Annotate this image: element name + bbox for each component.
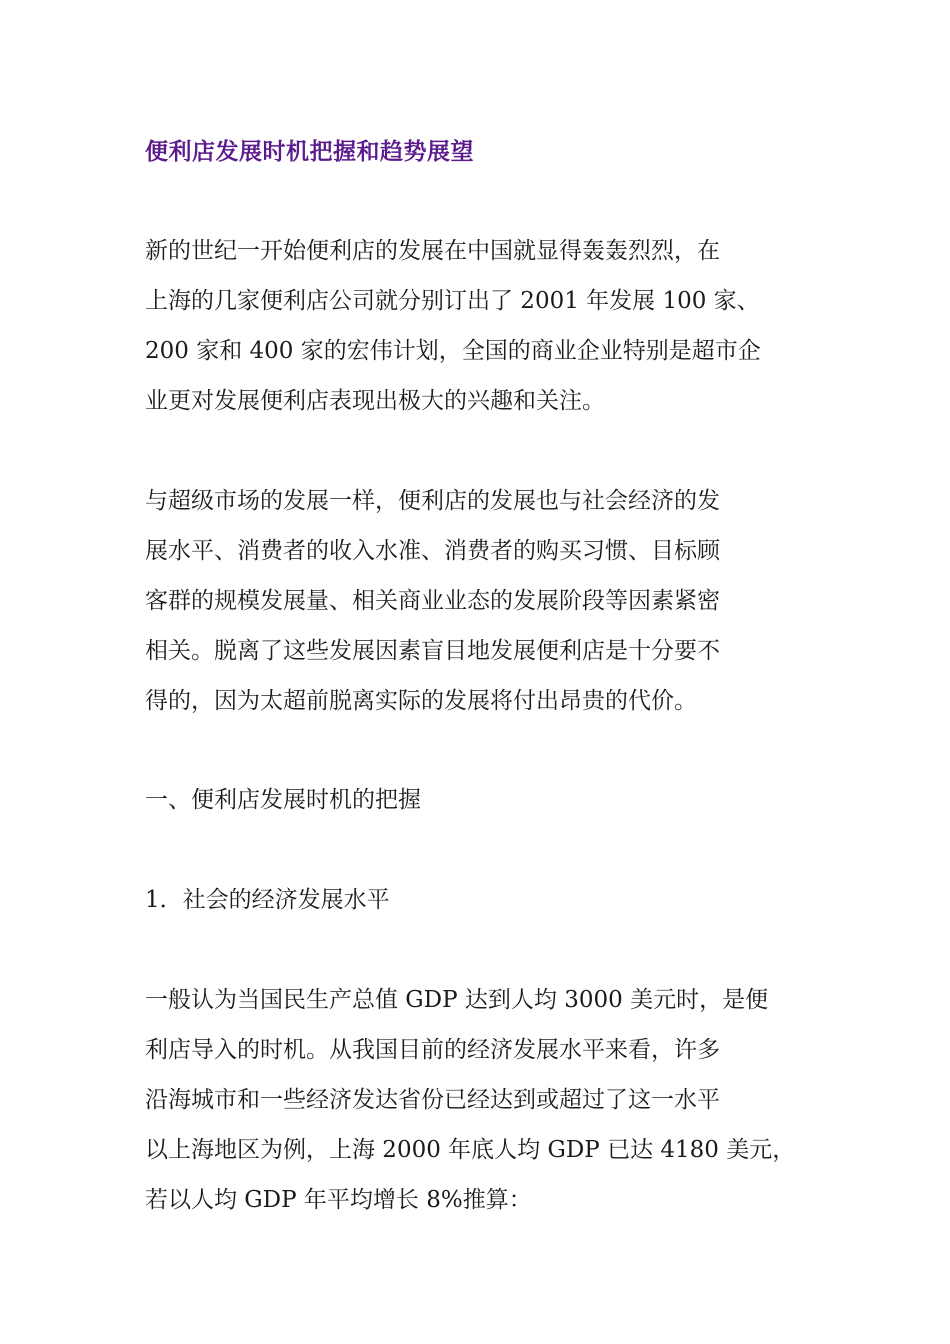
subsection-heading-text: 1．社会的经济发展水平 bbox=[145, 887, 390, 913]
paragraph-3 bbox=[145, 975, 795, 1225]
paragraph-line: 得的，因为太超前脱离实际的发展将付出昂贵的代价。 bbox=[145, 688, 697, 714]
subsection-heading bbox=[145, 875, 390, 925]
paragraph-line: 业更对发展便利店表现出极大的兴趣和关注。 bbox=[145, 388, 605, 414]
paragraph-line: 相关。脱离了这些发展因素盲目地发展便利店是十分要不 bbox=[145, 638, 720, 664]
paragraph-line: 沿海城市和一些经济发达省份已经达到或超过了这一水平 bbox=[145, 1087, 720, 1113]
paragraph-line: 展水平、消费者的收入水准、消费者的购买习惯、目标顾 bbox=[145, 538, 720, 564]
paragraph-line: 若以人均 GDP 年平均增长 8%推算： bbox=[145, 1187, 532, 1213]
paragraph-line: 新的世纪一开始便利店的发展在中国就显得轰轰烈烈，在 bbox=[145, 238, 720, 264]
paragraph-line: 与超级市场的发展一样，便利店的发展也与社会经济的发 bbox=[145, 488, 720, 514]
paragraph-line: 利店导入的时机。从我国目前的经济发展水平来看，许多 bbox=[145, 1037, 720, 1063]
paragraph-2 bbox=[145, 476, 720, 726]
section-heading bbox=[145, 775, 421, 825]
section-heading-text: 一、便利店发展时机的把握 bbox=[145, 787, 421, 813]
paragraph-line: 200 家和 400 家的宏伟计划，全国的商业企业特别是超市企 bbox=[145, 338, 761, 364]
document-title: 便利店发展时机把握和趋势展望 bbox=[145, 138, 474, 165]
paragraph-line: 客群的规模发展量、相关商业业态的发展阶段等因素紧密 bbox=[145, 588, 720, 614]
paragraph-line: 以上海地区为例，上海 2000 年底人均 GDP 已达 4180 美元， bbox=[145, 1137, 796, 1163]
paragraph-1 bbox=[145, 226, 761, 426]
paragraph-line: 上海的几家便利店公司就分别订出了 2001 年发展 100 家、 bbox=[145, 288, 760, 314]
paragraph-line: 一般认为当国民生产总值 GDP 达到人均 3000 美元时，是便 bbox=[145, 987, 769, 1013]
